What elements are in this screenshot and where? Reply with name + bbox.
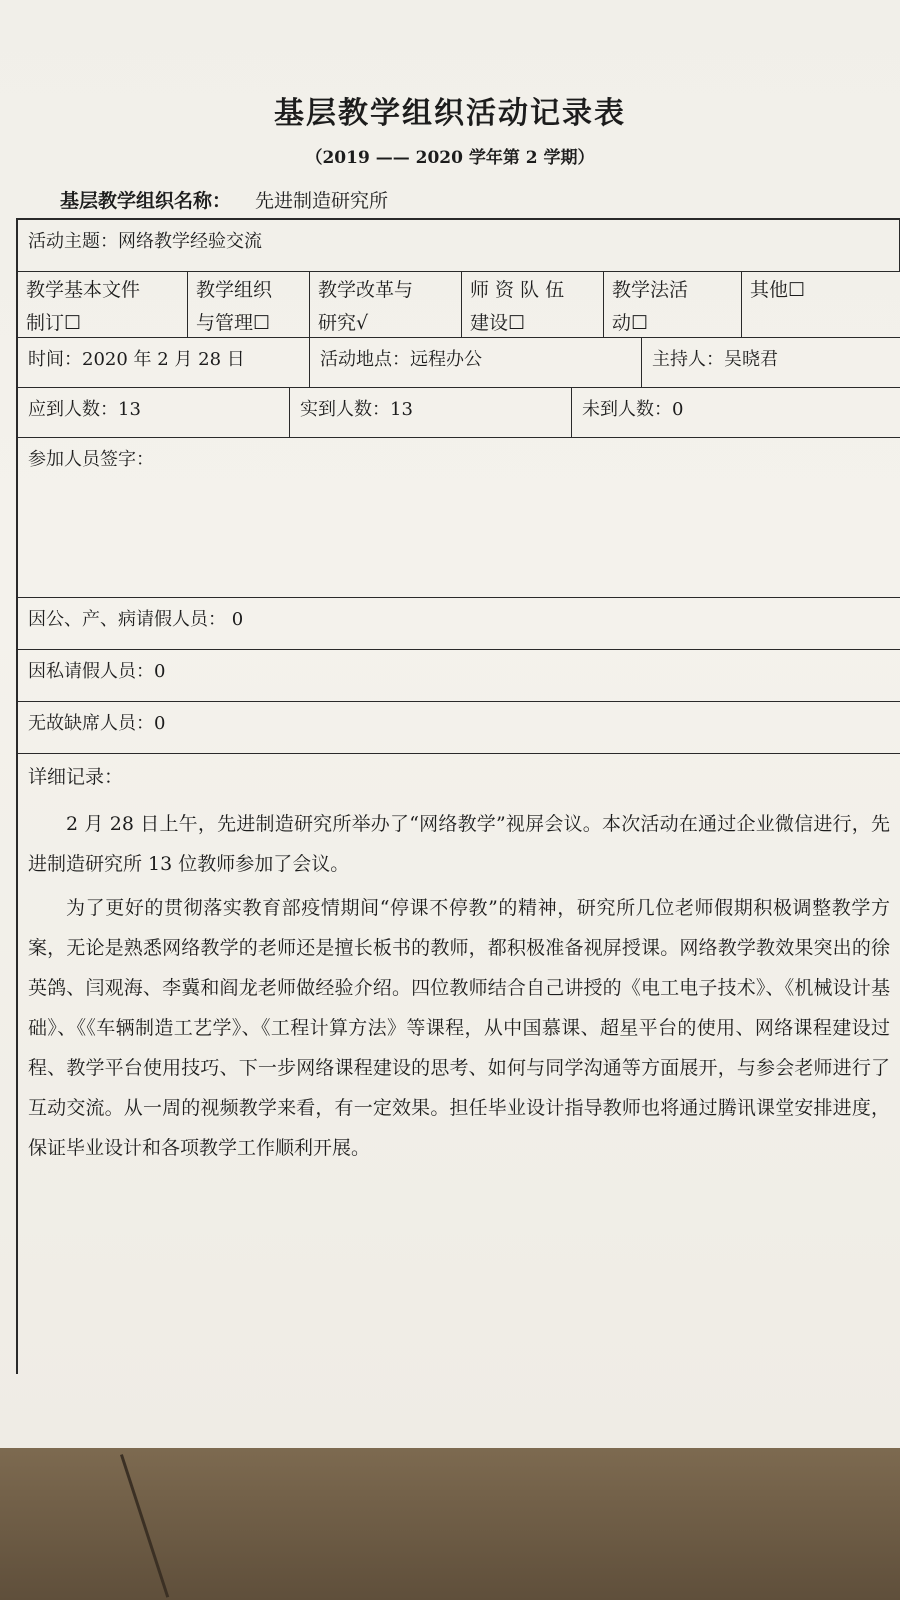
host-cell: 主持人：吴晓君 (652, 349, 778, 370)
type-line: 制订☐ (26, 312, 82, 335)
time-cell: 时间：2020 年 2 月 28 日 (18, 338, 310, 387)
no-reason-absence-cell: 无故缺席人员：0 (28, 713, 166, 734)
topic-cell: 活动主题：网络教学经验交流 (18, 220, 900, 271)
org-value: 先进制造研究所 (255, 190, 389, 212)
type-cell-organization (188, 272, 310, 337)
detail-paragraph-1: 2 月 28 日上午，先进制造研究所举办了“网络教学”视屏会议。本次活动在通过企业微信进行，先进制造研究所 13 位教师参加了会议。 (28, 813, 890, 876)
type-line: 研究√ (318, 312, 369, 335)
detail-cell (18, 754, 900, 1374)
record-table (16, 218, 900, 1374)
detail-row (18, 754, 900, 1374)
academic-term: （2019 —— 2020 学年第 2 学期） (305, 148, 595, 168)
signature-row (18, 438, 900, 598)
type-line: 建设☐ (470, 312, 526, 335)
type-line: 动☐ (612, 312, 649, 335)
org-label: 基层教学组织名称： (60, 190, 232, 212)
signature-cell: 参加人员签字： (28, 449, 154, 470)
topic-row (18, 220, 900, 272)
type-line: 教学改革与 (318, 279, 414, 301)
no-reason-absence-row (18, 702, 900, 754)
org-name-line (60, 186, 388, 213)
type-line: 教学法活 (612, 279, 689, 301)
type-cell-pedagogy (604, 272, 742, 337)
location-cell: 活动地点：远程办公 (310, 338, 642, 387)
type-cell-documents (18, 272, 188, 337)
detail-paragraph-2: 为了更好的贯彻落实教育部疫情期间“停课不停教”的精神，研究所几位老师假期积极调整教学方案，无论是熟悉网络教学的老师还是擅长板书的教师，都积极准备视屏授课。网络教学教效果突出的徐英鸽、闫观海、李冀和阎龙老师做经验介绍。四位教师结合自己讲授的《电工电子技术》、《机械设计基础》、《《车辆制造工艺学》、《工程计算方法》等课程，从中国慕课、超星平台的使用、网络课程建设过程、教学平台使用技巧、下一步网络课程建设的思考、如何与同学沟通等方面展开，与参会老师进行了互动交流。从一周的视频教学来看，有一定效果。担任毕业设计指导教师也将通过腾讯课堂安排进度，保证毕业设计和各项教学工作顺利开展。 (28, 897, 890, 1160)
attendance-count-row (18, 388, 900, 438)
type-line: 教学基本文件 (26, 279, 141, 301)
absent-count-cell: 未到人数：0 (582, 399, 684, 420)
type-line: 与管理☐ (196, 312, 271, 335)
time-location-row (18, 338, 900, 388)
private-leave-cell: 因私请假人员：0 (28, 661, 166, 682)
official-leave-row (18, 598, 900, 650)
type-line: 其他☐ (750, 279, 806, 301)
type-cell-other (742, 272, 900, 337)
form-title: 基层教学组织活动记录表 (274, 96, 626, 131)
type-cell-faculty (462, 272, 604, 337)
type-line: 教学组织 (196, 279, 273, 301)
private-leave-row (18, 650, 900, 702)
activity-type-row (18, 272, 900, 338)
type-cell-reform (310, 272, 462, 337)
desk-surface (0, 1448, 900, 1600)
official-leave-cell: 因公、产、病请假人员： 0 (28, 609, 244, 630)
type-line: 师 资 队 伍 (470, 279, 565, 301)
detail-label: 详细记录： (28, 766, 124, 788)
actual-count-cell: 实到人数：13 (290, 388, 572, 437)
expected-count-cell: 应到人数：13 (18, 388, 290, 437)
